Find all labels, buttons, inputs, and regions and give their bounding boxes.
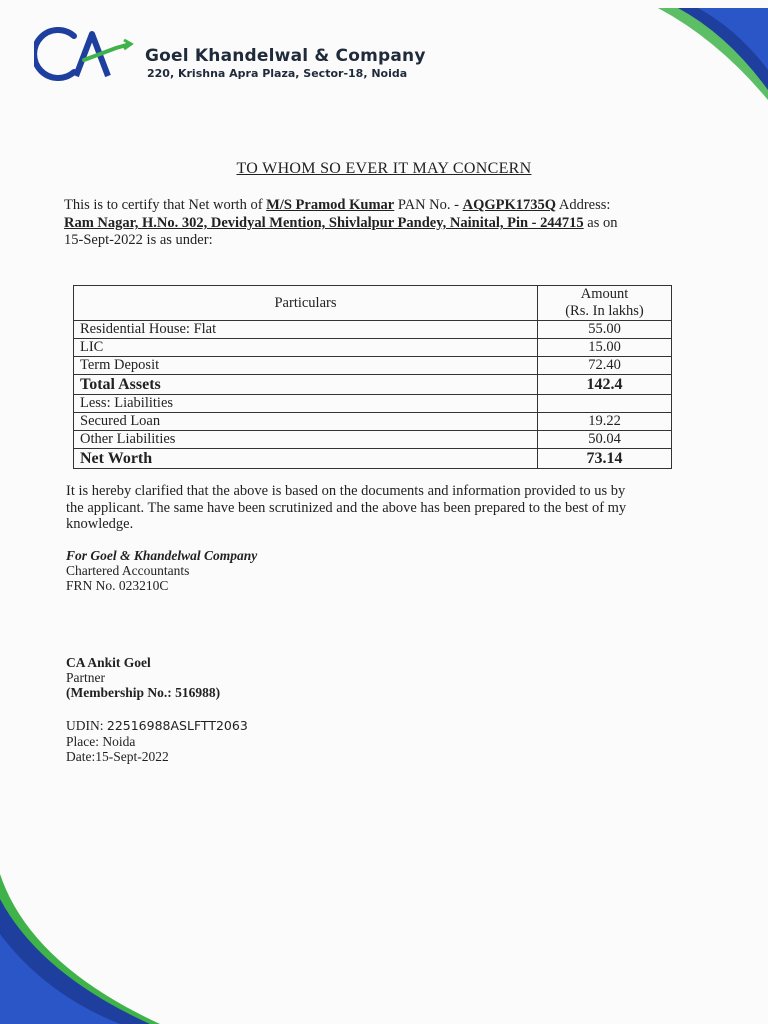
table-row bbox=[74, 413, 672, 431]
firm-address: 220, Krishna Apra Plaza, Sector-18, Noida bbox=[147, 67, 408, 80]
place-line: Place: Noida bbox=[66, 734, 136, 749]
ca-logo bbox=[34, 26, 134, 82]
date-line: Date:15-Sept-2022 bbox=[66, 749, 169, 764]
row-particular: Total Assets bbox=[74, 375, 538, 395]
row-particular: LIC bbox=[74, 339, 538, 357]
cert-intro: This is to certify that Net worth of bbox=[64, 197, 267, 213]
membership-number: (Membership No.: 516988) bbox=[66, 685, 221, 700]
header-amount-line1: Amount bbox=[580, 286, 629, 302]
table-row bbox=[74, 357, 672, 375]
table-row-net-worth bbox=[74, 449, 672, 469]
row-particular: Residential House: Flat bbox=[74, 321, 538, 339]
row-particular: Other Liabilities bbox=[74, 431, 538, 449]
client-name: M/S Pramod Kumar bbox=[266, 197, 395, 213]
as-on-text: as on bbox=[583, 215, 618, 231]
table-row bbox=[74, 431, 672, 449]
row-amount: 72.40 bbox=[538, 357, 672, 375]
frn-number: FRN No. 023210C bbox=[66, 578, 169, 593]
partner-role: Partner bbox=[66, 670, 105, 685]
row-amount bbox=[538, 395, 672, 413]
table-header-row bbox=[74, 286, 672, 321]
row-particular: Term Deposit bbox=[74, 357, 538, 375]
for-company-line: For Goel & Khandelwal Company bbox=[66, 548, 258, 563]
header-particulars: Particulars bbox=[74, 286, 538, 321]
clarification-line-2: the applicant. The same have been scrutinized and the above has been prepared to the best of my bbox=[66, 500, 627, 516]
row-amount: 15.00 bbox=[538, 339, 672, 357]
row-particular: Secured Loan bbox=[74, 413, 538, 431]
address-label: Address: bbox=[556, 197, 611, 213]
certification-line-2 bbox=[64, 215, 617, 232]
designation: Chartered Accountants bbox=[66, 563, 190, 578]
header-amount-line2: (Rs. In lakhs) bbox=[565, 303, 644, 319]
row-particular: Less: Liabilities bbox=[74, 395, 538, 413]
corner-decoration-bottom-left bbox=[0, 874, 160, 1024]
table-row bbox=[74, 395, 672, 413]
firm-name: Goel Khandelwal & Company bbox=[145, 46, 426, 66]
table-row bbox=[74, 339, 672, 357]
pan-number: AQGPK1735Q bbox=[462, 197, 557, 213]
row-amount: 142.4 bbox=[538, 375, 672, 395]
partner-name: CA Ankit Goel bbox=[66, 655, 151, 670]
table-row bbox=[74, 321, 672, 339]
row-amount: 50.04 bbox=[538, 431, 672, 449]
clarification-line-3: knowledge. bbox=[66, 516, 134, 532]
document-heading: TO WHOM SO EVER IT MAY CONCERN bbox=[236, 160, 532, 177]
udin-line bbox=[66, 718, 248, 733]
row-amount: 19.22 bbox=[538, 413, 672, 431]
row-amount: 73.14 bbox=[538, 449, 672, 469]
pan-label: PAN No. - bbox=[394, 197, 463, 213]
certification-line-1 bbox=[64, 197, 610, 214]
udin-value: 22516988ASLFTT2063 bbox=[106, 718, 248, 733]
clarification-line-1: It is hereby clarified that the above is based on the documents and information provided to us by bbox=[66, 483, 626, 499]
table-row-total-assets bbox=[74, 375, 672, 395]
udin-label: UDIN: bbox=[66, 718, 107, 733]
certification-line-3: 15-Sept-2022 is as under: bbox=[64, 232, 213, 248]
row-particular: Net Worth bbox=[74, 449, 538, 469]
net-worth-table bbox=[73, 285, 672, 469]
row-amount: 55.00 bbox=[538, 321, 672, 339]
header-amount bbox=[538, 286, 672, 321]
client-address: Ram Nagar, H.No. 302, Devidyal Mention, Shivlalpur Pandey, Nainital, Pin - 244715 bbox=[64, 215, 584, 231]
corner-decoration-top-right bbox=[658, 0, 768, 100]
